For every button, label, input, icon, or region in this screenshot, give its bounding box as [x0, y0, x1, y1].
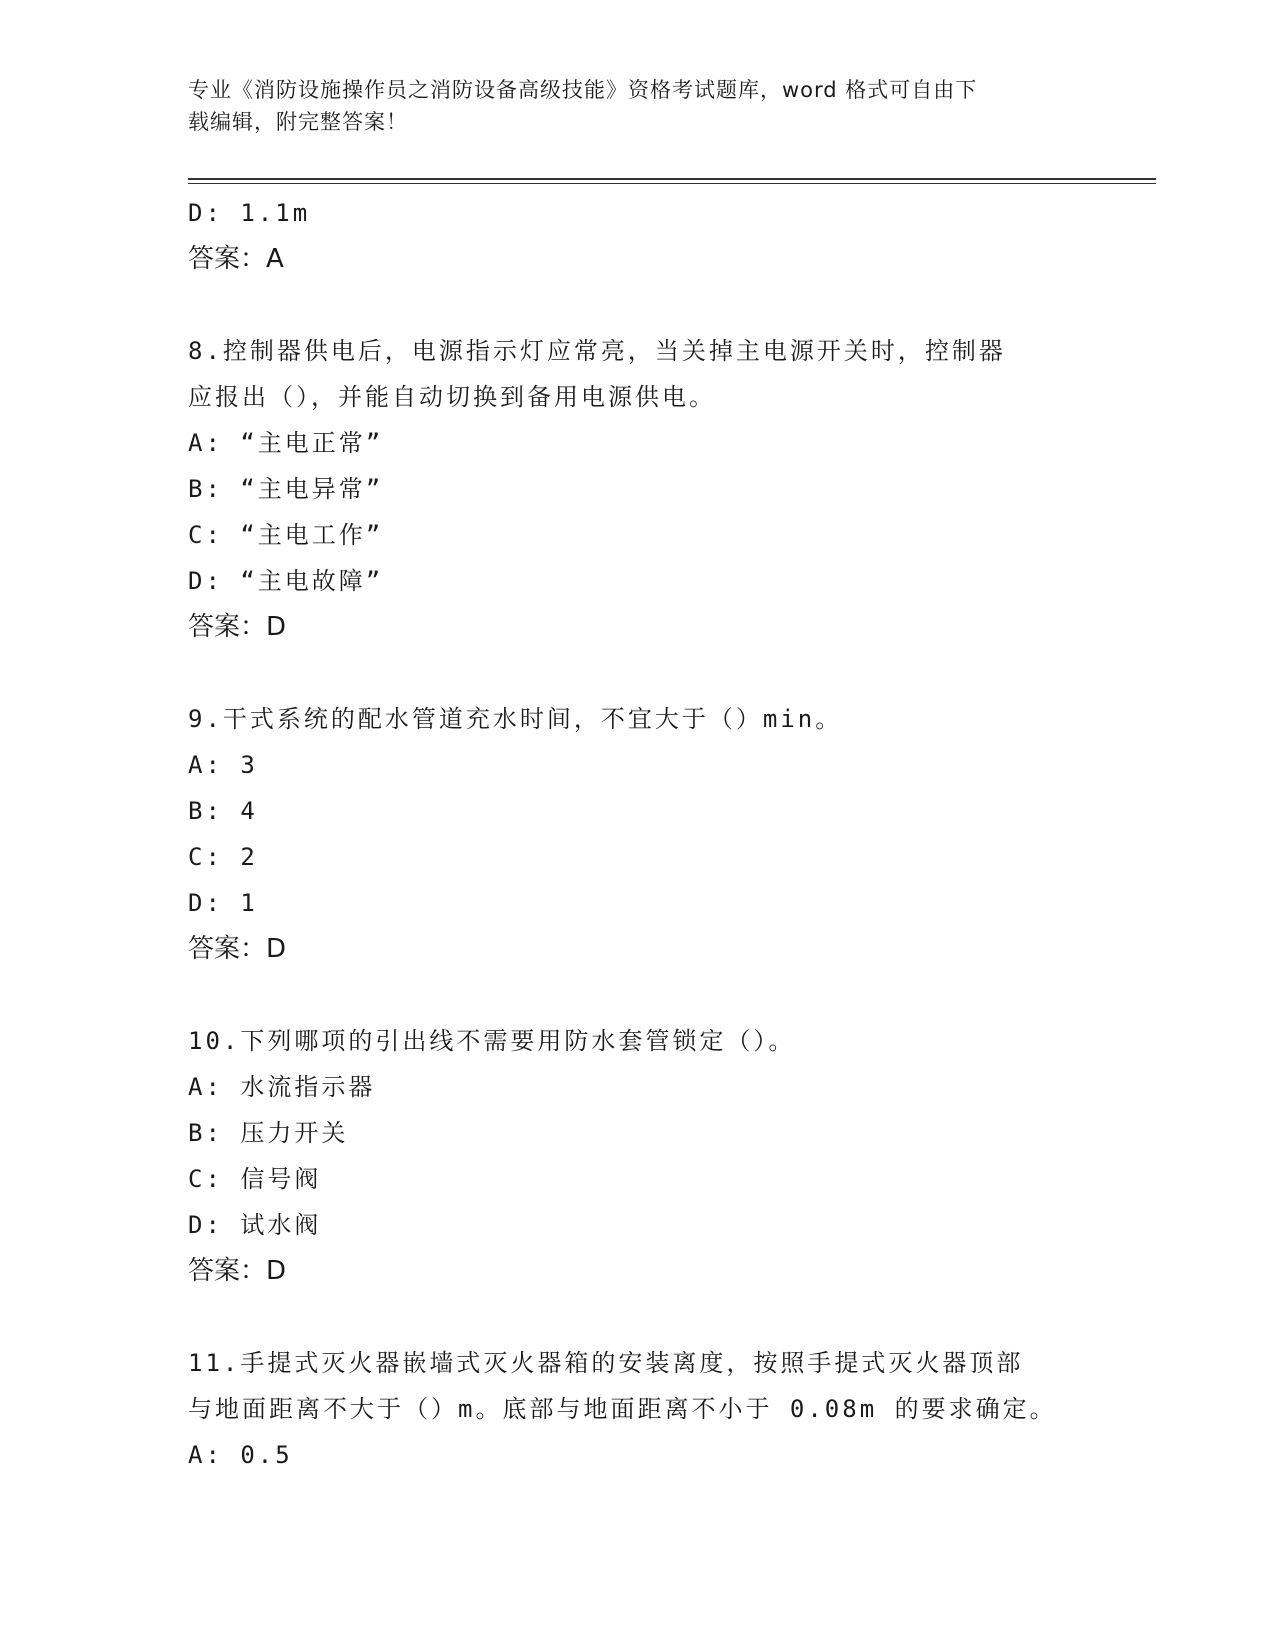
question-9	[188, 696, 1088, 972]
q8-stem-line-1: 8.控制器供电后，电源指示灯应常亮，当关掉主电源开关时，控制器	[188, 337, 1006, 365]
q8-option-c: C: “主电工作”	[188, 521, 384, 549]
question-10	[188, 1018, 1088, 1294]
q10-answer: 答案：D	[188, 1256, 287, 1286]
q10-option-c: C: 信号阀	[188, 1165, 322, 1193]
header-line-2: 载编辑，附完整答案！	[188, 110, 408, 134]
q11-option-a: A: 0.5	[188, 1441, 293, 1469]
q8-option-d: D: “主电故障”	[188, 567, 384, 595]
question-11	[188, 1340, 1088, 1478]
q9-answer: 答案：D	[188, 934, 287, 964]
prev-option-d: D: 1.1m	[188, 199, 311, 227]
q10-option-a: A: 水流指示器	[188, 1073, 376, 1101]
q8-option-b: B: “主电异常”	[188, 475, 384, 503]
document-header	[188, 74, 1068, 138]
header-divider-thick	[188, 178, 1156, 180]
q11-stem-line-1: 11.手提式灭火器嵌墙式灭火器箱的安装离度，按照手提式灭火器顶部	[188, 1349, 1024, 1377]
question-8	[188, 328, 1088, 650]
header-line-1: 专业《消防设施操作员之消防设备高级技能》资格考试题库，word 格式可自由下	[188, 78, 978, 102]
q10-stem-line-1: 10.下列哪项的引出线不需要用防水套管锁定（）。	[188, 1027, 796, 1055]
q9-option-d: D: 1	[188, 889, 258, 917]
q11-stem-line-2: 与地面距离不大于（）m。底部与地面距离不小于 0.08m 的要求确定。	[188, 1395, 1057, 1423]
q9-option-b: B: 4	[188, 797, 258, 825]
q10-option-d: D: 试水阀	[188, 1211, 322, 1239]
question-list	[188, 190, 1088, 1478]
spacer	[188, 282, 1088, 328]
spacer	[188, 650, 1088, 696]
prev-answer: 答案：A	[188, 244, 284, 274]
q8-option-a: A: “主电正常”	[188, 429, 384, 457]
spacer	[188, 1294, 1088, 1340]
header-divider-thin	[188, 183, 1156, 184]
q10-option-b: B: 压力开关	[188, 1119, 349, 1147]
q9-option-c: C: 2	[188, 843, 258, 871]
q9-option-a: A: 3	[188, 751, 258, 779]
q9-stem-line-1: 9.干式系统的配水管道充水时间，不宜大于（）min。	[188, 705, 843, 733]
q8-answer: 答案：D	[188, 612, 287, 642]
q8-stem-line-2: 应报出（），并能自动切换到备用电源供电。	[188, 383, 716, 411]
spacer	[188, 972, 1088, 1018]
